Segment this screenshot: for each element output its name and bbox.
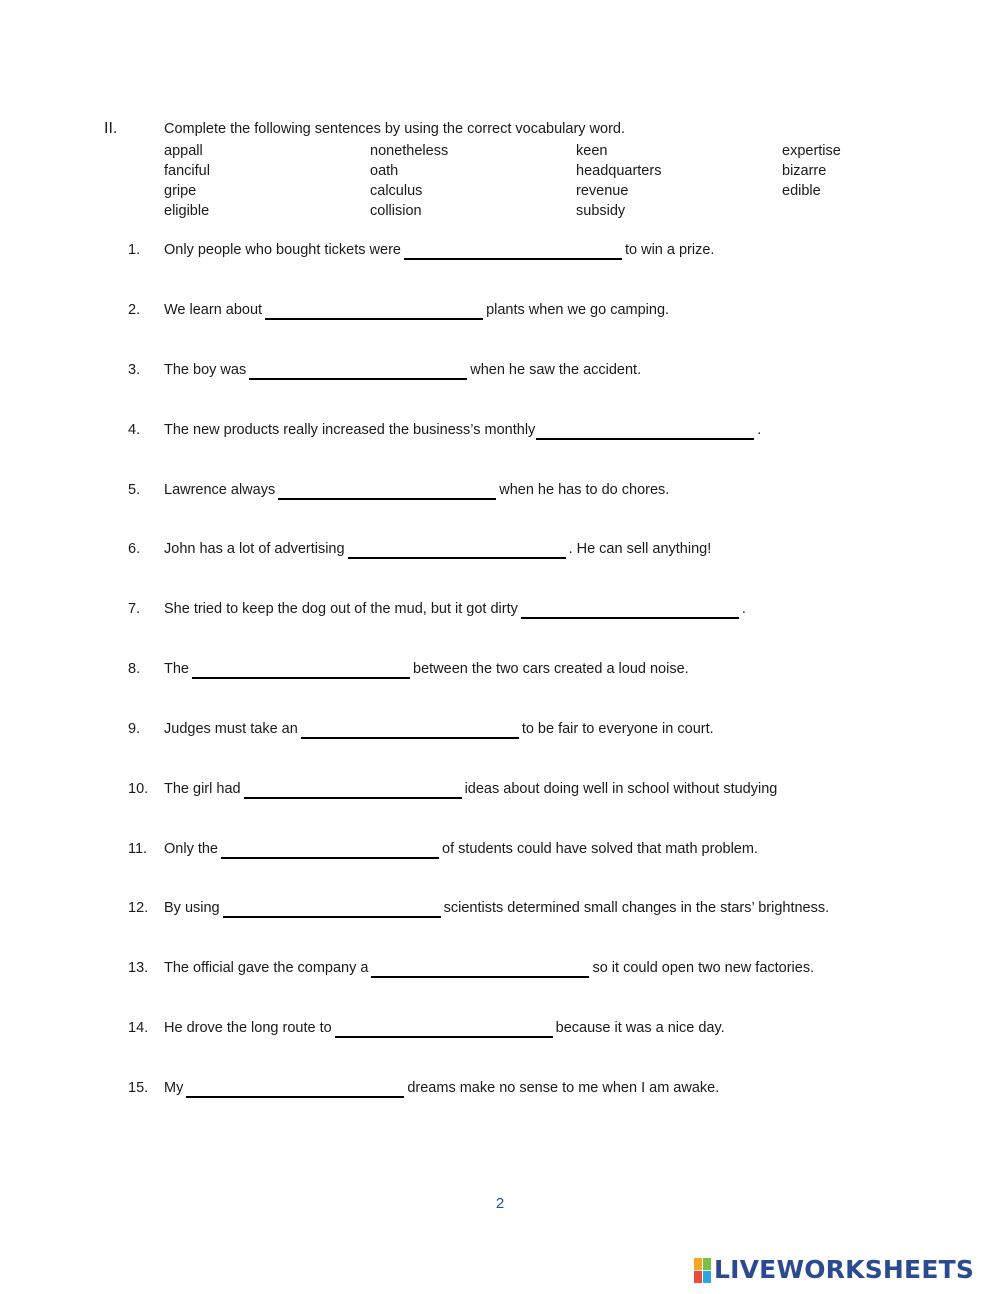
question-text-after: ideas about doing well in school without studying: [464, 781, 778, 797]
question-row: [0, 242, 1000, 264]
word-bank-item: keen: [576, 143, 608, 159]
question-text-before: By using: [164, 900, 220, 916]
question-text-before: Lawrence always: [164, 482, 276, 498]
question-row: [0, 422, 1000, 444]
question-number: 8.: [128, 661, 141, 677]
answer-blank-input[interactable]: [223, 900, 441, 918]
word-bank-item: bizarre: [782, 163, 827, 179]
question-text-before: The boy was: [164, 362, 247, 378]
question-text: [164, 242, 714, 260]
question-text-before: She tried to keep the dog out of the mud, but it got dirty: [164, 601, 518, 617]
question-text: [164, 482, 669, 500]
question-text-after: when he saw the accident.: [470, 362, 642, 378]
word-bank-item: gripe: [164, 183, 197, 199]
answer-blank-input[interactable]: [278, 482, 496, 500]
question-text-after: .: [757, 422, 762, 438]
question-text-after: because it was a nice day.: [555, 1020, 725, 1036]
liveworksheets-logo: [694, 1257, 974, 1283]
question-text-before: My: [164, 1080, 184, 1096]
question-row: [0, 960, 1000, 982]
question-text-before: The: [164, 661, 189, 677]
word-bank-row: [164, 163, 884, 183]
word-bank-item: expertise: [782, 143, 841, 159]
question-text-before: We learn about: [164, 302, 263, 318]
answer-blank-input[interactable]: [244, 781, 462, 799]
question-row: [0, 841, 1000, 863]
question-row: [0, 1080, 1000, 1102]
question-row: [0, 541, 1000, 563]
question-number: 4.: [128, 422, 141, 438]
word-bank-item: oath: [370, 163, 399, 179]
question-text: [164, 1080, 719, 1098]
answer-blank-input[interactable]: [335, 1020, 553, 1038]
question-text: [164, 781, 777, 799]
question-row: [0, 781, 1000, 803]
question-number: 10.: [128, 781, 149, 797]
word-bank-item: eligible: [164, 203, 210, 219]
question-text: [164, 900, 829, 918]
question-text: [164, 541, 711, 559]
question-text: [164, 661, 689, 679]
word-bank-row: [164, 183, 884, 203]
question-text: [164, 422, 761, 440]
question-text: [164, 362, 641, 380]
answer-blank-input[interactable]: [404, 242, 622, 260]
question-text-after: dreams make no sense to me when I am awake.: [407, 1080, 720, 1096]
word-bank-item: calculus: [370, 183, 423, 199]
question-row: [0, 362, 1000, 384]
question-number: 7.: [128, 601, 141, 617]
word-bank-row: [164, 203, 884, 223]
answer-blank-input[interactable]: [221, 841, 439, 859]
question-row: [0, 601, 1000, 623]
question-row: [0, 302, 1000, 324]
question-text-before: The official gave the company a: [164, 960, 369, 976]
question-text-after: .: [741, 601, 746, 617]
logo-text: LIVEWORKSHEETS: [714, 1255, 975, 1284]
question-row: [0, 1020, 1000, 1042]
question-row: [0, 900, 1000, 922]
question-text-after: of students could have solved that math problem.: [442, 841, 758, 857]
question-number: 13.: [128, 960, 149, 976]
question-number: 6.: [128, 541, 141, 557]
question-row: [0, 482, 1000, 504]
word-bank-row: [164, 143, 884, 163]
word-bank-item: headquarters: [576, 163, 662, 179]
word-bank-item: subsidy: [576, 203, 626, 219]
answer-blank-input[interactable]: [192, 661, 410, 679]
word-bank-item: edible: [782, 183, 821, 199]
question-text: [164, 302, 669, 320]
instructions-text: Complete the following sentences by using the correct vocabulary word.: [164, 121, 626, 137]
answer-blank-input[interactable]: [301, 721, 519, 739]
logo-blocks-icon: [694, 1258, 711, 1283]
question-text-before: He drove the long route to: [164, 1020, 332, 1036]
question-row: [0, 721, 1000, 743]
answer-blank-input[interactable]: [186, 1080, 404, 1098]
question-text-after: . He can sell anything!: [568, 541, 712, 557]
question-text-after: so it could open two new factories.: [592, 960, 815, 976]
question-number: 5.: [128, 482, 141, 498]
answer-blank-input[interactable]: [371, 960, 589, 978]
answer-blank-input[interactable]: [521, 601, 739, 619]
question-number: 2.: [128, 302, 141, 318]
section-number: II.: [104, 120, 118, 137]
question-text: [164, 841, 758, 859]
question-text-before: John has a lot of advertising: [164, 541, 345, 557]
answer-blank-input[interactable]: [536, 422, 754, 440]
question-number: 11.: [128, 841, 148, 857]
question-number: 14.: [128, 1020, 149, 1036]
question-text: [164, 721, 714, 739]
answer-blank-input[interactable]: [265, 302, 483, 320]
page-number: 2: [495, 1195, 505, 1212]
question-number: 9.: [128, 721, 141, 737]
question-number: 12.: [128, 900, 149, 916]
question-number: 3.: [128, 362, 141, 378]
word-bank-item: collision: [370, 203, 422, 219]
question-text-before: Only the: [164, 841, 218, 857]
word-bank: [164, 143, 884, 223]
question-text-before: The new products really increased the business’s monthly: [164, 422, 536, 438]
question-text-after: when he has to do chores.: [499, 482, 670, 498]
question-text: [164, 960, 814, 978]
word-bank-item: appall: [164, 143, 203, 159]
question-text-after: between the two cars created a loud noise.: [413, 661, 689, 677]
question-text: [164, 1020, 725, 1038]
question-number: 1.: [128, 242, 141, 258]
answer-blank-input[interactable]: [249, 362, 467, 380]
question-text-after: scientists determined small changes in the stars’ brightness.: [443, 900, 830, 916]
question-text-after: to win a prize.: [624, 242, 715, 258]
word-bank-item: revenue: [576, 183, 629, 199]
question-text: [164, 601, 746, 619]
question-text-before: The girl had: [164, 781, 241, 797]
question-text-before: Judges must take an: [164, 721, 298, 737]
word-bank-item: nonetheless: [370, 143, 449, 159]
question-text-after: plants when we go camping.: [486, 302, 670, 318]
question-text-before: Only people who bought tickets were: [164, 242, 401, 258]
word-bank-item: fanciful: [164, 163, 210, 179]
question-row: [0, 661, 1000, 683]
answer-blank-input[interactable]: [348, 541, 566, 559]
question-text-after: to be fair to everyone in court.: [521, 721, 714, 737]
question-number: 15.: [128, 1080, 149, 1096]
